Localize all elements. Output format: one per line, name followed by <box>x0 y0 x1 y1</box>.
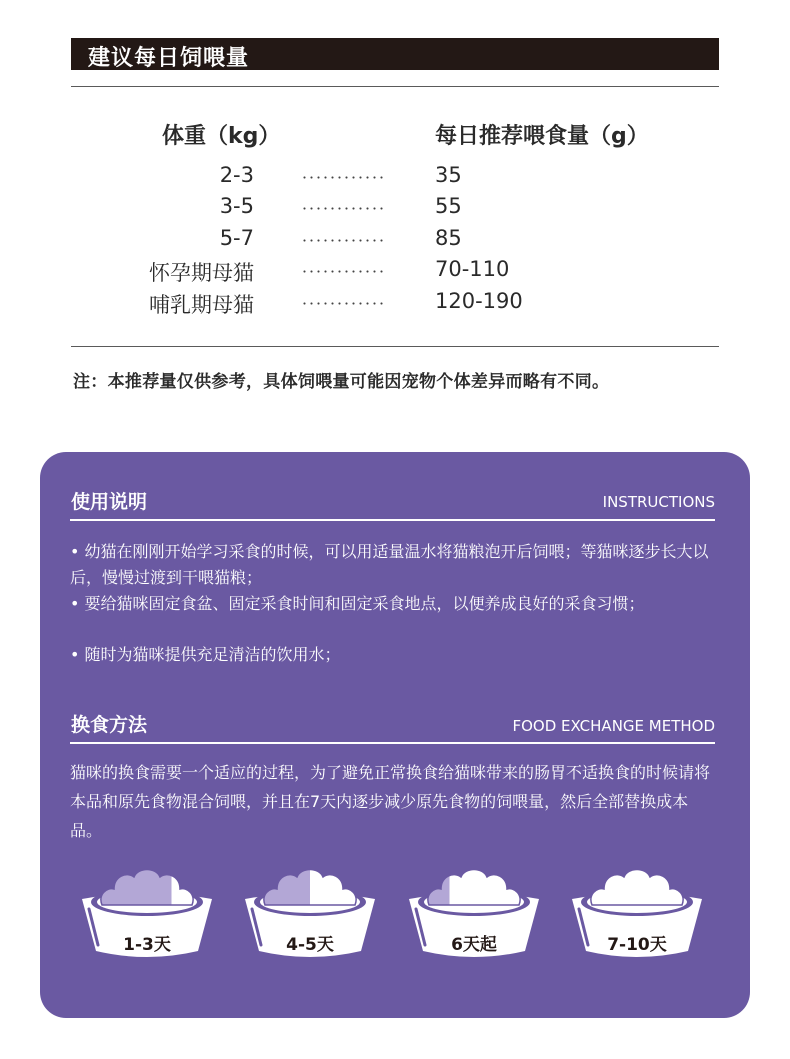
food-bowl-stage-2 <box>239 863 381 963</box>
amount-value: 120-190 <box>435 289 523 313</box>
dotted-leader <box>301 176 385 179</box>
weight-value: 哺乳期母猫 <box>149 293 254 317</box>
exchange-title: 换食方法 <box>71 714 148 736</box>
table-row <box>0 289 790 319</box>
section-underline <box>70 742 715 744</box>
stage-label: 1-3天 <box>123 935 171 955</box>
table-row <box>0 226 790 256</box>
food-bowl-stage-4 <box>566 863 708 963</box>
amount-value: 35 <box>435 163 462 187</box>
instruction-item: • 幼猫在刚刚开始学习采食的时候，可以用适量温水将猫粮泡开后饲喂；等猫咪逐步长大以后，慢慢过渡到干喂猫粮； <box>70 542 709 587</box>
food-bowl-stage-1 <box>76 863 218 963</box>
amount-value: 70-110 <box>435 257 510 281</box>
divider <box>71 346 719 347</box>
dotted-leader <box>301 302 385 305</box>
dotted-leader <box>301 239 385 242</box>
amount-header: 每日推荐喂食量（g） <box>435 124 649 149</box>
feeding-title: 建议每日饲喂量 <box>88 46 250 71</box>
feeding-title-bar <box>71 38 719 70</box>
weight-value: 怀孕期母猫 <box>149 261 254 285</box>
weight-header: 体重（kg） <box>162 124 281 149</box>
amount-value: 85 <box>435 226 462 250</box>
instructions-title-en: INSTRUCTIONS <box>602 493 715 511</box>
instruction-item: • 随时为猫咪提供充足清洁的饮用水； <box>70 645 341 664</box>
table-row <box>0 257 790 287</box>
stage-label: 6天起 <box>451 935 497 955</box>
instruction-item: • 要给猫咪固定食盆、固定采食时间和固定采食地点，以便养成良好的采食习惯； <box>70 594 645 613</box>
instructions-title: 使用说明 <box>71 491 148 513</box>
exchange-description: 猫咪的换食需要一个适应的过程，为了避免正常换食给猫咪带来的肠胃不适换食的时候请将本品和原先食物混合饲喂，并且在7天内逐步减少原先食物的饲喂量，然后全部替换成本品。 <box>70 763 711 840</box>
weight-value: 5-7 <box>219 226 254 250</box>
disclaimer-note: 注：本推荐量仅供参考，具体饲喂量可能因宠物个体差异而略有不同。 <box>73 372 610 392</box>
table-row <box>0 163 790 193</box>
dotted-leader <box>301 207 385 210</box>
stage-label: 7-10天 <box>607 935 667 955</box>
exchange-title-en: FOOD EXCHANGE METHOD <box>512 717 715 735</box>
amount-value: 55 <box>435 194 462 218</box>
section-underline <box>70 519 715 521</box>
food-bowl-stage-3 <box>403 863 545 963</box>
divider <box>71 86 719 87</box>
stage-label: 4-5天 <box>286 935 334 955</box>
weight-value: 2-3 <box>219 163 254 187</box>
dotted-leader <box>301 270 385 273</box>
table-row <box>0 194 790 224</box>
weight-value: 3-5 <box>219 194 254 218</box>
